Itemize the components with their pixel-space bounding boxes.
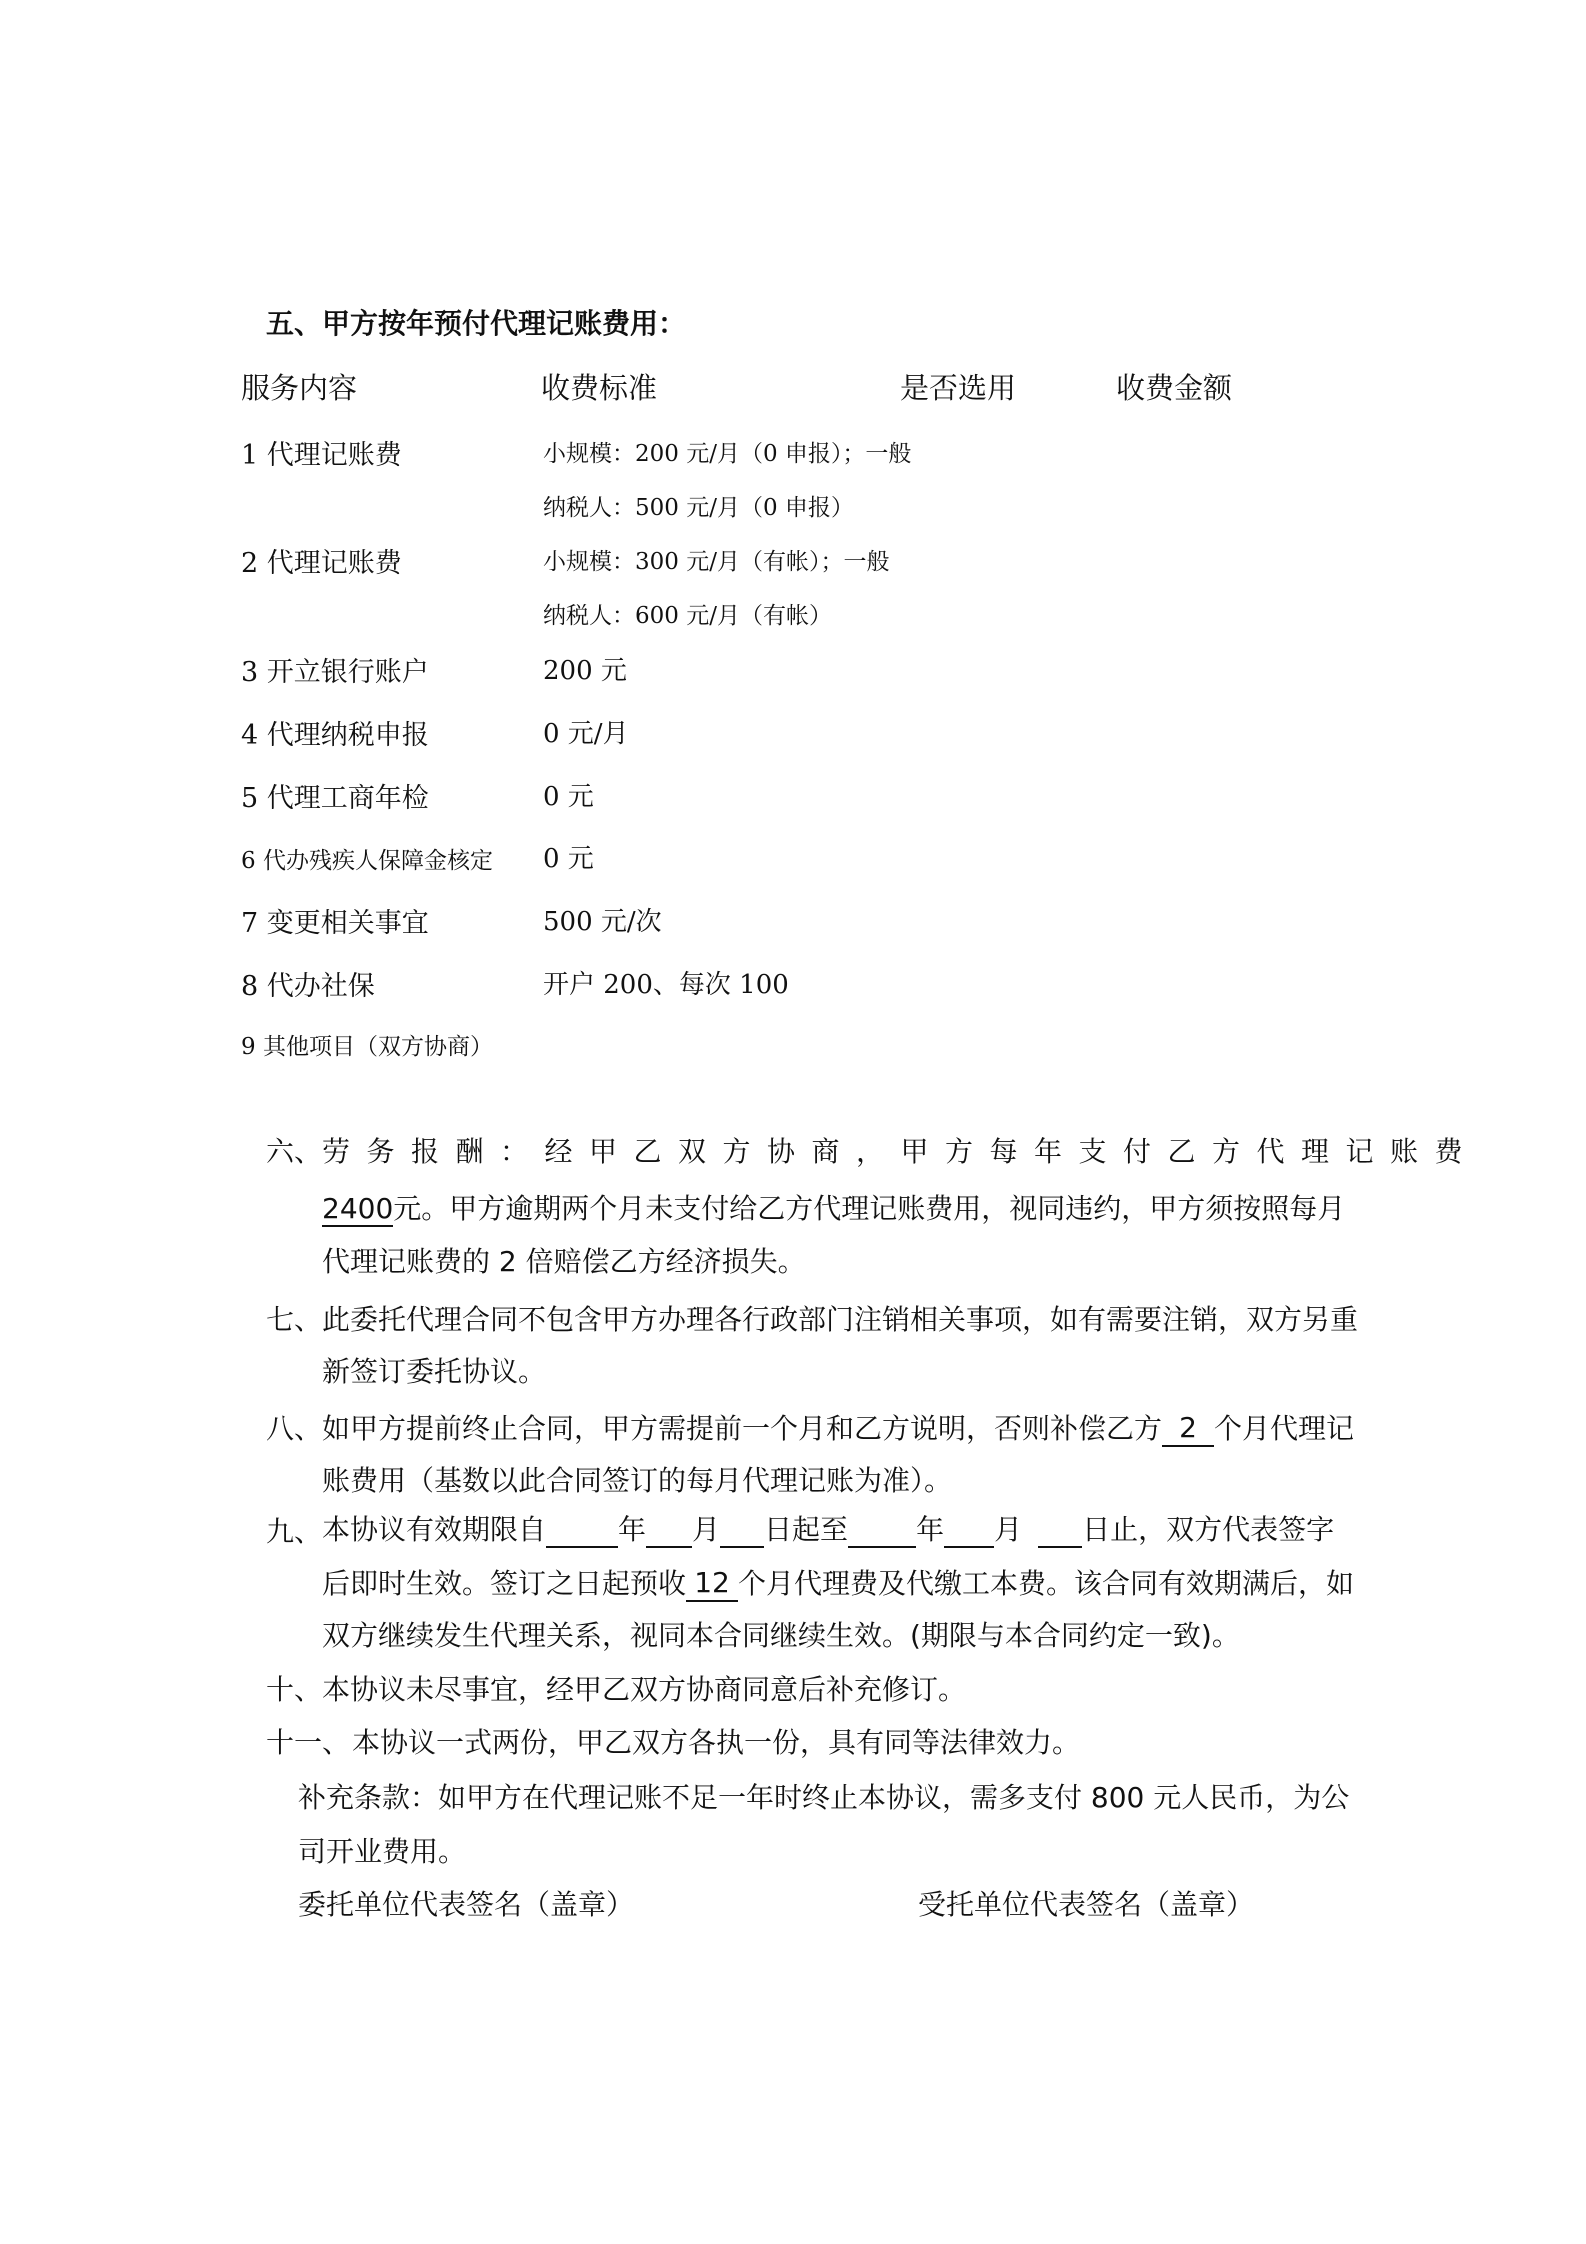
section-5-title: 甲方按年预付代理记账费用：	[322, 307, 687, 340]
row-2-fee-line-2: 纳税人：600 元/月（有帐）	[543, 603, 832, 629]
clause-8-line-1-text-b: 个月代理记	[1214, 1412, 1355, 1445]
clause-11-text: 本协议一式两份，甲乙双方各执一份，具有同等法律效力。	[352, 1726, 1081, 1759]
clause-9-line-2	[322, 1562, 1354, 1602]
supplement-line-2: 司开业费用。	[298, 1835, 467, 1868]
supplement-line-1: 补充条款：如甲方在代理记账不足一年时终止本协议，需多支付 800 元人民币，为公	[298, 1781, 1350, 1814]
clause-7-number: 七、	[266, 1303, 323, 1336]
header-fee-amount: 收费金额	[1116, 371, 1233, 405]
clause-9-text-1: 本协议有效期限自	[322, 1513, 547, 1546]
clause-9-months-field[interactable]: 12	[686, 1566, 738, 1602]
row-7-service: 7 变更相关事宜	[241, 908, 429, 939]
row-6-fee: 0 元	[543, 844, 594, 874]
clause-10-text: 本协议未尽事宜，经甲乙双方协商同意后补充修订。	[322, 1673, 967, 1706]
row-2-fee-line-1: 小规模：300 元/月（有帐）；一般	[543, 549, 890, 575]
section-5-number: 五、	[266, 307, 323, 340]
clause-8-line-2: 账费用（基数以此合同签订的每月代理记账为准）。	[322, 1464, 953, 1497]
row-2-service: 2 代理记账费	[241, 548, 402, 579]
end-year-field[interactable]	[848, 1512, 916, 1548]
clause-6-line-1: 劳务报酬：经甲乙双方协商，甲方每年支付乙方代理记账费	[322, 1135, 1480, 1168]
clause-9-text-4: 日起至	[764, 1513, 849, 1546]
clause-9-number: 九、	[266, 1515, 323, 1548]
row-8-fee: 开户 200、每次 100	[543, 970, 789, 1000]
end-day-field[interactable]	[1038, 1512, 1082, 1548]
header-service: 服务内容	[241, 371, 358, 405]
clause-11-number: 十一、	[266, 1726, 351, 1759]
row-1-fee-line-1: 小规模：200 元/月（0 申报）；一般	[543, 441, 912, 467]
start-day-field[interactable]	[720, 1512, 764, 1548]
clause-8-line-1	[322, 1407, 1354, 1447]
clause-9-line-2-text-b: 个月代理费及代缴工本费。该合同有效期满后，如	[738, 1567, 1355, 1600]
row-1-fee-line-2: 纳税人：500 元/月（0 申报）	[543, 495, 854, 521]
row-5-service: 5 代理工商年检	[241, 783, 429, 814]
row-4-fee: 0 元/月	[543, 719, 629, 749]
clause-9-text-5: 年	[916, 1513, 945, 1546]
row-9-service: 9 其他项目（双方协商）	[241, 1034, 493, 1060]
row-6-service: 6 代办残疾人保障金核定	[241, 848, 493, 874]
agent-signature-label: 受托单位代表签名（盖章）	[918, 1888, 1255, 1921]
end-month-field[interactable]	[944, 1512, 994, 1548]
clause-7-line-2: 新签订委托协议。	[322, 1355, 547, 1388]
row-7-fee: 500 元/次	[543, 907, 662, 937]
clause-8-line-1-text-a: 如甲方提前终止合同，甲方需提前一个月和乙方说明，否则补偿乙方	[322, 1412, 1163, 1445]
clause-9-line-1	[322, 1508, 1334, 1548]
clause-9-text-6: 月	[994, 1513, 1023, 1546]
clause-6-number: 六、	[266, 1135, 323, 1168]
clause-8-months-field[interactable]: 2	[1162, 1411, 1214, 1447]
section-5-heading	[266, 302, 686, 342]
clause-6-amount: 2400	[322, 1192, 394, 1225]
clause-9-text-3: 月	[692, 1513, 721, 1546]
clause-9-text-7: 日止，双方代表签字	[1082, 1513, 1335, 1546]
header-selected: 是否选用	[900, 371, 1017, 405]
row-3-fee: 200 元	[543, 656, 627, 686]
clause-6-line-2	[322, 1187, 1345, 1227]
client-signature-label: 委托单位代表签名（盖章）	[298, 1888, 635, 1921]
row-3-service: 3 开立银行账户	[241, 657, 429, 688]
clause-9-line-2-text-a: 后即时生效。签订之日起预收	[322, 1567, 687, 1600]
row-1-service: 1 代理记账费	[241, 440, 402, 471]
clause-7-line-1: 此委托代理合同不包含甲方办理各行政部门注销相关事项，如有需要注销，双方另重	[322, 1303, 1359, 1336]
clause-6-line-2-text: 元。甲方逾期两个月未支付给乙方代理记账费用，视同违约，甲方须按照每月	[393, 1192, 1346, 1225]
clause-6-line-3: 代理记账费的 2 倍赔偿乙方经济损失。	[322, 1245, 806, 1278]
row-5-fee: 0 元	[543, 782, 594, 812]
clause-9-text-2: 年	[618, 1513, 647, 1546]
header-fee-standard: 收费标准	[541, 371, 658, 405]
start-month-field[interactable]	[646, 1512, 692, 1548]
clause-8-number: 八、	[266, 1412, 323, 1445]
clause-9-line-3: 双方继续发生代理关系，视同本合同继续生效。(期限与本合同约定一致)。	[322, 1619, 1240, 1652]
start-year-field[interactable]	[546, 1512, 618, 1548]
row-8-service: 8 代办社保	[241, 971, 375, 1002]
clause-10-number: 十、	[266, 1673, 323, 1706]
row-4-service: 4 代理纳税申报	[241, 720, 429, 751]
